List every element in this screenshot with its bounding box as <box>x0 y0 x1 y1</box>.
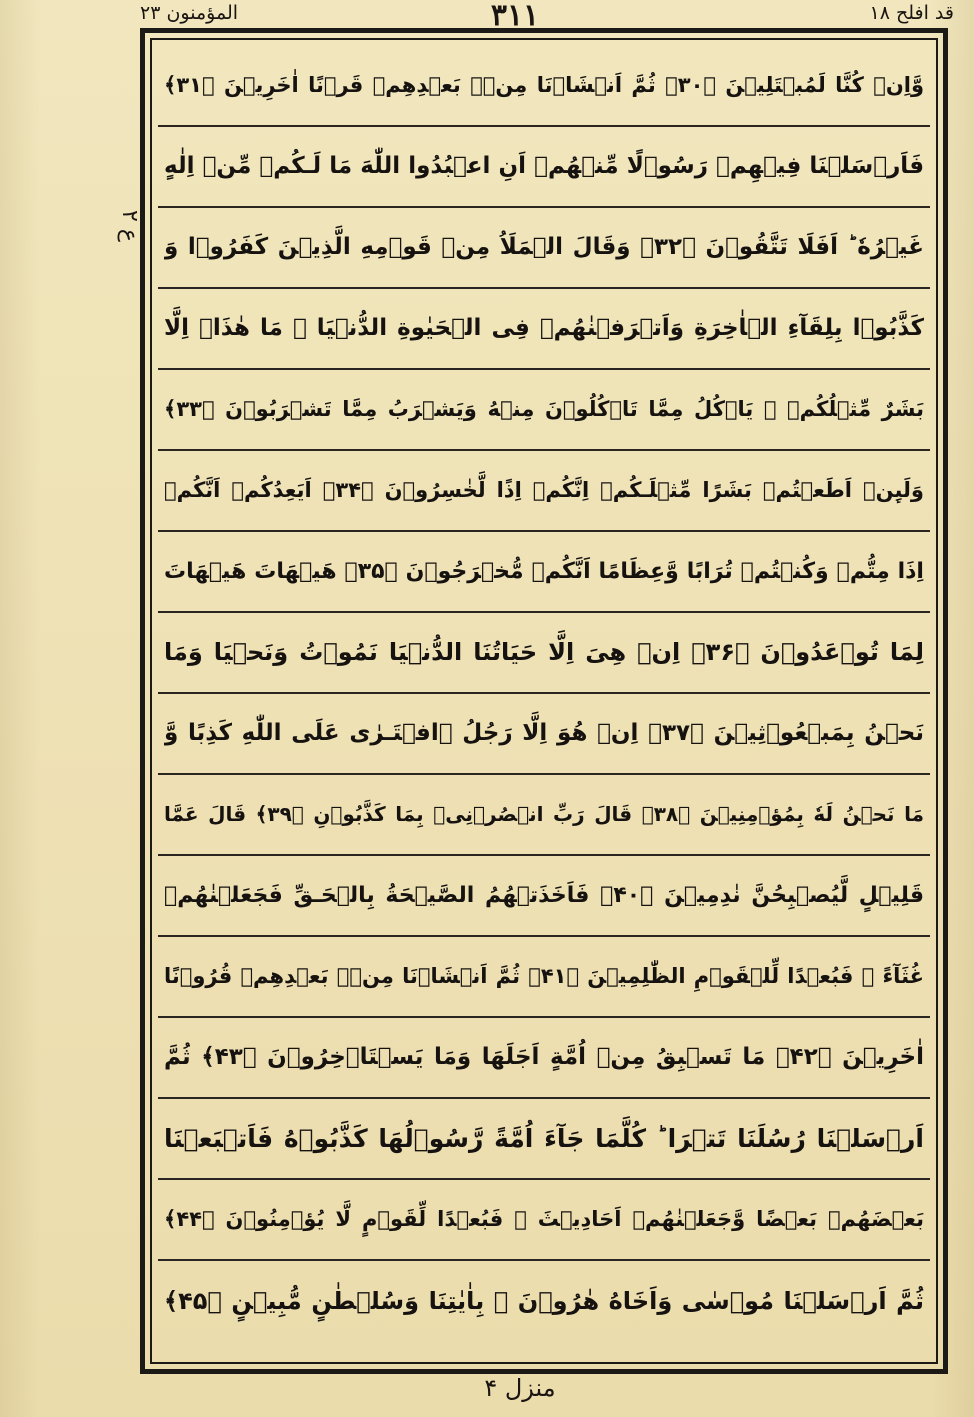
ruku-marker: ع ٢ <box>117 210 142 242</box>
line-text: فَاَرۡسَلۡنَا فِيۡهِمۡ رَسُوۡلًا مِّنۡهُمۡ اَنِ اعۡبُدُوا اللّٰهَ مَا لَـكُمۡ مِّنۡ اِلٰهٍ <box>164 153 924 179</box>
text-line <box>158 127 930 208</box>
line-text: قَلِيۡلٍ لَّيُصۡبِحُنَّ نٰدِمِيۡنَ ﴿۴۰﴾ فَاَخَذَتۡهُمُ الصَّيۡحَةُ بِالۡحَـقِّ فَجَعَلۡنٰهُمۡ <box>164 883 924 908</box>
line-text: بَشَرٌ مِّثۡلُكُمۡ ۙ يَاۡكُلُ مِمَّا تَاۡكُلُوۡنَ مِنۡهُ وَيَشۡرَبُ مِمَّا تَشۡرَبُوۡنَ ﴿۳۳﴾ <box>164 397 924 421</box>
para-name: قد افلح ١٨ <box>869 2 954 24</box>
surah-name: المؤمنون ٢٣ <box>140 2 239 24</box>
text-line <box>158 856 930 937</box>
line-text: ثُمَّ اَرۡسَلۡنَا مُوۡسٰى وَاَخَاهُ هٰرُوۡنَ ۙ بِاٰيٰتِنَا وَسُلۡطٰنٍ مُّبِيۡنٍ ﴿۴۵﴾ <box>164 1287 924 1315</box>
line-text: وَلَٮِٕنۡ اَطَعۡتُمۡ بَشَرًا مِّثۡلَـكُمۡ اِنَّكُمۡ اِذًا لَّخٰسِرُوۡنَ ﴿۳۴﴾ اَيَعِدُكُمۡ اَنَّكُمۡ <box>164 478 924 502</box>
text-line <box>158 694 930 775</box>
text-line <box>158 451 930 532</box>
line-text: لِمَا تُوۡعَدُوۡنَ ﴿۳۶﴾ اِنۡ هِىَ اِلَّا حَيَاتُنَا الدُّنۡيَا نَمُوۡتُ وَنَحۡيَا وَمَا <box>164 638 924 666</box>
text-block <box>158 46 930 1356</box>
line-text: بَعۡضَهُمۡ بَعۡضًا وَّجَعَلۡنٰهُمۡ اَحَادِيۡثَ ۚ فَبُعۡدًا لِّقَوۡمٍ لَّا يُؤۡمِنُوۡنَ ﴿۴۴﴾ <box>164 1207 924 1231</box>
line-text: اِذَا مِتُّمۡ وَكُنۡتُمۡ تُرَابًا وَّعِظَامًا اَنَّكُمۡ مُّخۡرَجُوۡنَ ﴿۳۵﴾ هَيۡهَاتَ هَيۡهَاتَ <box>164 559 924 584</box>
line-text: وَّاِنۡ كُنَّا لَمُبۡتَلِيۡنَ ﴿۳۰﴾ ثُمَّ اَنۡشَاۡنَا مِنۡۢ بَعۡدِهِمۡ قَرۡنًا اٰخَرِيۡنَ ﴿۳۱﴾ <box>164 73 924 97</box>
text-line <box>158 1018 930 1099</box>
line-text: غُثَآءً ۚ فَبُعۡدًا لِّلۡقَوۡمِ الظّٰلِمِيۡنَ ﴿۴۱﴾ ثُمَّ اَنۡشَاۡنَا مِنۡۢ بَعۡدِهِمۡ قُرُوۡنًا <box>164 964 924 988</box>
line-text: كَذَّبُوۡا بِلِقَآءِ الۡاٰخِرَةِ وَاَتۡرَفۡنٰهُمۡ فِى الۡحَيٰوةِ الدُّنۡيَا ۙ مَا هٰذَاۤ اِلَّا <box>164 315 924 341</box>
page-number: ٣١١ <box>490 0 540 33</box>
line-text: نَحۡنُ بِمَبۡعُوۡثِيۡنَ ﴿۳۷﴾ اِنۡ هُوَ اِلَّا رَجُلُ ۨافۡتَـرٰى عَلَى اللّٰهِ كَذِبًا وَّ <box>164 720 924 746</box>
text-line <box>158 46 930 127</box>
text-line <box>158 532 930 613</box>
line-text: اٰخَرِيۡنَ ﴿۴۲﴾ مَا تَسۡبِقُ مِنۡ اُمَّةٍ اَجَلَهَا وَمَا يَسۡتَاۡخِرُوۡنَ ﴿۴۳﴾ ثُمَّ <box>164 1044 924 1070</box>
manzil-label: منزل ۴ <box>484 1374 556 1402</box>
text-line <box>158 613 930 694</box>
text-line <box>158 937 930 1018</box>
text-line <box>158 1099 930 1180</box>
page-header <box>130 0 954 33</box>
line-text: مَا نَحۡنُ لَهٗ بِمُؤۡمِنِيۡنَ ﴿۳۸﴾ قَالَ رَبِّ انۡصُرۡنِىۡ بِمَا كَذَّبُوۡنِ ﴿۳۹﴾ قَالَ عَمَّا <box>164 802 924 826</box>
line-text: اَرۡسَلۡنَا رُسُلَنَا تَتۡرَا ؕ كُلَّمَا جَآءَ اُمَّةً رَّسُوۡلُهَا كَذَّبُوۡهُ فَاَتۡبَعۡنَا <box>164 1124 924 1153</box>
text-line <box>158 289 930 370</box>
text-line <box>158 370 930 451</box>
line-text: غَيۡرُهٗ ؕ اَفَلَا تَتَّقُوۡنَ ﴿۳۲﴾ وَقَالَ الۡمَلَاُ مِنۡ قَوۡمِهِ الَّذِيۡنَ كَفَرُوۡا وَ <box>164 234 924 260</box>
text-line <box>158 1261 930 1342</box>
text-line <box>158 775 930 856</box>
text-line <box>158 208 930 289</box>
text-line <box>158 1180 930 1261</box>
